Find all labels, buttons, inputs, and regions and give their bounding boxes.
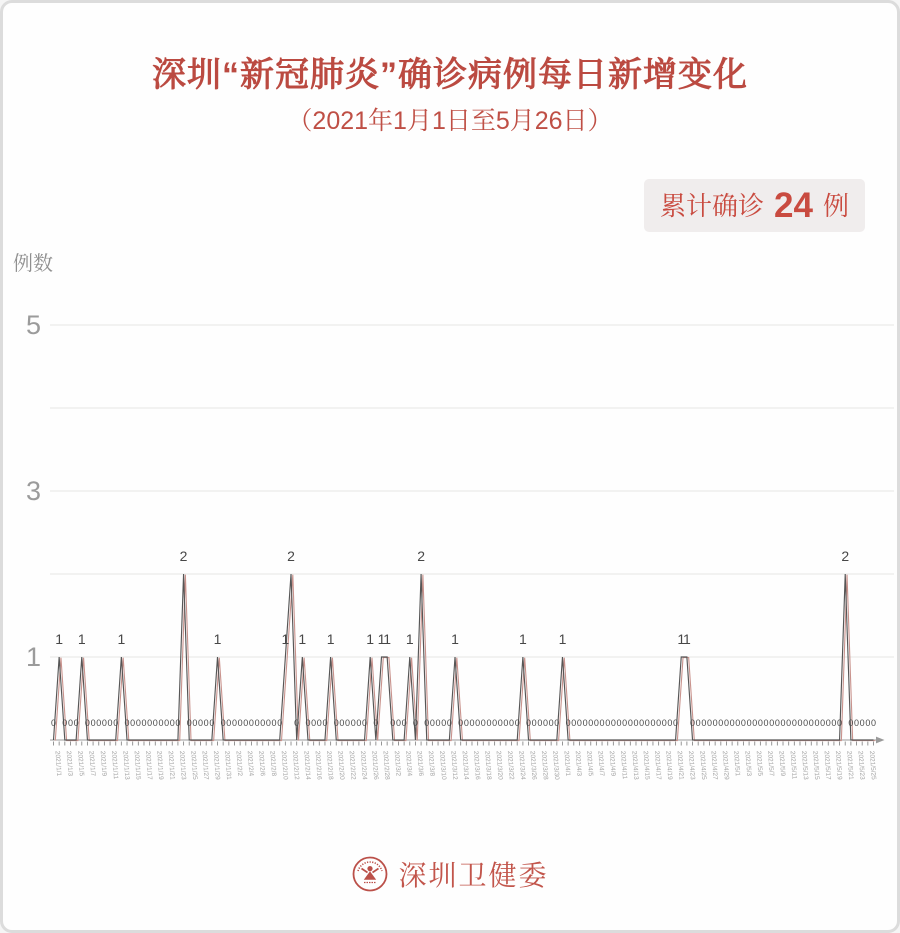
point-label: 0 [582,718,588,728]
point-label: 0 [220,718,226,728]
x-tick-label: 2021/4/23 [686,750,696,780]
x-tick-label: 2021/1/11 [110,750,120,780]
x-tick-label: 2021/2/8 [268,750,278,777]
x-tick-label: 2021/1/3 [64,750,74,777]
x-tick-label: 2021/3/6 [415,750,425,777]
x-tick-label: 2021/2/20 [336,750,346,780]
point-label: 0 [322,718,328,728]
x-tick-label: 2021/5/21 [845,750,855,780]
point-label: 0 [350,718,356,728]
point-label: 0 [820,718,826,728]
point-label: 0 [673,718,679,728]
x-tick-label: 2021/1/17 [143,750,153,780]
cumulative-count: 24 [774,186,813,225]
point-label: 0 [870,718,877,728]
point-label: 0 [701,718,707,728]
point-label: 0 [763,718,769,728]
x-tick-label: 2021/5/15 [811,750,821,780]
point-label: 0 [622,718,628,728]
x-tick-label: 2021/2/10 [279,750,289,780]
point-label: 0 [808,718,814,728]
x-tick-label: 2021/3/16 [471,750,481,780]
point-label: 0 [231,718,237,728]
point-label: 0 [718,718,724,728]
point-label: 1 [682,631,691,647]
x-tick-label: 2021/1/9 [98,750,108,777]
x-tick-label: 2021/5/23 [856,750,866,780]
x-tick-label: 2021/2/26 [370,750,380,780]
point-label: 0 [848,718,854,728]
x-tick-label: 2021/1/25 [189,750,199,780]
point-label: 0 [661,718,667,728]
page-subtitle: （2021年1月1日至5月26日） [287,107,613,135]
point-label: 0 [107,718,113,728]
x-tick-label: 2021/1/1 [53,750,63,777]
x-tick-label: 2021/2/6 [257,750,266,777]
point-label: 0 [198,718,204,728]
point-label: 0 [124,718,130,728]
point-label: 0 [135,718,141,728]
point-label: 1 [558,631,567,647]
point-label: 0 [576,718,582,728]
x-tick-label: 2021/5/1 [732,750,741,777]
point-label: 0 [209,718,215,728]
point-label: 2 [417,548,425,564]
point-label: 0 [605,718,611,728]
x-axis-arrow [876,737,885,744]
x-tick-label: 2021/3/26 [528,750,538,780]
x-tick-label: 2021/4/19 [664,750,674,780]
x-tick-label: 2021/4/17 [652,750,662,780]
x-tick-label: 2021/5/13 [799,750,809,780]
point-label: 0 [531,718,537,728]
point-label: 0 [695,718,701,728]
point-label: 0 [509,718,515,728]
point-label: 0 [164,718,170,728]
x-tick-label: 2021/1/19 [155,750,165,780]
y-tick-label-3: 3 [25,476,41,506]
point-label: 0 [480,718,486,728]
point-label: 0 [854,718,860,728]
point-label: 0 [825,718,831,728]
x-tick-label: 2021/4/27 [709,750,719,780]
x-tick-label: 2021/2/4 [245,750,255,777]
point-label: 0 [243,718,249,728]
x-tick-label: 2021/2/22 [347,750,357,780]
point-label: 1 [518,631,527,647]
point-label: 0 [780,718,786,728]
x-tick-label: 2021/1/7 [87,750,97,777]
point-label: 0 [593,718,599,728]
point-label: 2 [179,548,188,564]
point-label: 0 [101,718,107,728]
point-label: 0 [588,718,594,728]
x-tick-label: 2021/2/24 [358,750,368,780]
point-label: 0 [50,718,57,728]
x-tick-label: 2021/5/7 [766,750,775,777]
x-tick-label: 2021/3/14 [460,750,470,780]
point-label: 1 [405,631,414,647]
x-tick-label: 2021/3/28 [539,750,549,780]
x-tick-label: 2021/5/25 [867,750,877,780]
point-label: 0 [752,718,758,728]
point-label: 0 [729,718,735,728]
point-label: 0 [401,718,407,728]
x-tick-labels [54,751,877,781]
point-label: 0 [837,718,843,728]
footer-brand-name: 深圳卫健委 [398,860,549,891]
x-tick-label: 2021/4/9 [607,750,617,777]
point-label: 0 [113,718,119,728]
point-label: 0 [712,718,718,728]
x-tick-label: 2021/2/2 [234,750,244,777]
point-label: 0 [345,718,351,728]
x-tick-label: 2021/4/13 [630,750,640,780]
point-label: 0 [740,718,746,728]
point-label: 0 [203,718,209,728]
x-tick-label: 2021/1/21 [166,750,176,780]
point-label: 0 [803,718,809,728]
x-tick-label: 2021/3/10 [438,750,448,780]
point-label: 0 [192,718,198,728]
x-tick-label: 2021/1/13 [121,750,131,780]
point-label: 0 [463,718,469,728]
point-label: 0 [362,718,368,728]
point-label: 1 [677,631,686,647]
point-label: 0 [486,718,492,728]
point-label: 0 [175,718,181,728]
point-label: 0 [644,718,650,728]
x-tick-label: 2021/5/5 [754,750,764,777]
point-label: 0 [429,718,435,728]
x-tick-label: 2021/4/5 [585,750,594,777]
point-label: 1 [55,631,64,647]
point-label: 0 [158,718,164,728]
x-tick-label: 2021/4/15 [641,750,651,780]
point-label: 0 [554,718,560,728]
point-label: 2 [841,548,850,564]
point-label: 0 [339,718,345,728]
point-label: 0 [548,718,554,728]
point-label: 1 [298,631,307,647]
point-label: 2 [287,548,295,564]
point-label: 0 [475,718,481,728]
point-label: 0 [271,718,277,728]
point-label: 0 [305,718,311,728]
point-label: 0 [265,718,271,728]
point-label: 0 [333,718,339,728]
point-label: 0 [373,718,379,728]
point-label: 0 [814,718,820,728]
point-label: 0 [147,718,153,728]
x-tick-label: 2021/1/31 [223,750,233,780]
point-label: 0 [723,718,729,728]
x-tick-label: 2021/5/11 [788,750,798,780]
point-label: 0 [226,718,232,728]
point-label: 0 [294,718,300,728]
x-tick-label: 2021/2/18 [324,750,334,780]
point-label: 0 [571,718,577,728]
point-label: 0 [260,718,266,728]
point-label: 0 [469,718,475,728]
point-label: 0 [458,718,464,728]
point-label: 0 [831,718,837,728]
point-label: 0 [503,718,509,728]
x-tick-label: 2021/4/1 [562,750,572,777]
point-label: 0 [639,718,645,728]
point-label: 0 [865,718,871,728]
x-tick-label: 2021/5/19 [833,750,843,780]
point-label: 0 [791,718,797,728]
x-tick-label: 2021/1/15 [132,750,142,780]
point-label: 0 [62,718,68,728]
point-label: 0 [84,718,90,728]
point-label: 0 [248,718,254,728]
point-label: 0 [435,718,441,728]
footer [3,854,897,894]
point-label: 0 [395,718,401,728]
daily-new-cases-chart [3,3,897,930]
x-tick-label: 2021/3/4 [404,750,413,777]
point-label: 1 [451,631,459,647]
point-label: 1 [383,631,392,647]
point-label: 0 [757,718,763,728]
point-label: 0 [526,718,532,728]
point-label: 1 [366,631,375,647]
point-label: 0 [67,718,73,728]
point-label: 0 [650,718,656,728]
y-tick-label-5: 5 [25,310,41,340]
point-label: 0 [73,718,79,728]
x-tick-label: 2021/4/29 [720,750,730,780]
x-tick-label: 2021/1/27 [200,750,210,780]
point-label: 0 [96,718,102,728]
x-tick-label: 2021/1/5 [76,750,85,777]
point-label: 0 [627,718,633,728]
point-label: 1 [77,631,86,647]
point-label: 0 [616,718,622,728]
point-label: 0 [769,718,775,728]
point-label: 0 [311,718,317,728]
x-tick-label: 2021/3/24 [517,750,527,780]
point-label: 0 [412,718,418,728]
point-label: 1 [213,631,222,647]
x-tick-label: 2021/4/21 [675,750,685,780]
x-tick-label: 2021/2/12 [291,750,301,780]
point-label: 0 [786,718,792,728]
x-tick-label: 2021/3/30 [551,750,561,780]
point-label: 0 [186,718,192,728]
point-label: 0 [656,718,662,728]
x-tick-label: 2021/1/29 [211,750,221,780]
x-tick-label: 2021/3/8 [426,750,436,777]
badge-suffix-label: 例 [822,191,849,221]
point-label: 0 [610,718,616,728]
point-label: 0 [774,718,780,728]
point-label: 0 [537,718,543,728]
x-tick-label: 2021/3/22 [505,750,515,780]
point-label: 0 [565,718,571,728]
point-label: 0 [390,718,396,728]
point-label: 0 [441,718,447,728]
y-gridlines [50,325,894,657]
x-tick-label: 2021/3/2 [392,750,402,777]
point-label: 0 [859,718,865,728]
point-label: 0 [254,718,260,728]
point-label: 0 [497,718,503,728]
x-tick-label: 2021/2/14 [302,750,312,780]
point-label: 0 [356,718,362,728]
health-commission-seal-icon [351,855,389,893]
x-tick-label: 2021/2/16 [313,750,323,780]
point-label: 0 [90,718,96,728]
point-label: 0 [152,718,158,728]
x-tick-label: 2021/4/11 [619,750,628,780]
point-label: 0 [169,718,175,728]
point-label: 0 [237,718,243,728]
x-tick-label: 2021/4/7 [596,750,606,777]
x-tick-label: 2021/5/3 [743,750,753,777]
point-label: 0 [633,718,639,728]
x-tick-label: 2021/3/20 [494,750,504,780]
point-label: 0 [424,718,430,728]
point-labels [51,548,876,728]
x-tick-label: 2021/5/17 [822,750,832,780]
x-tick-label: 2021/3/18 [483,750,493,780]
point-label: 0 [746,718,752,728]
point-label: 0 [446,718,452,728]
y-tick-label-1: 1 [25,642,41,672]
point-label: 0 [667,718,673,728]
x-tick-label: 2021/1/23 [177,750,187,780]
point-label: 1 [326,631,335,647]
badge-prefix-label: 累计确诊 [660,191,765,221]
x-tick-label: 2021/4/25 [698,750,708,780]
x-tick-label: 2021/3/12 [449,750,459,780]
point-label: 0 [542,718,549,728]
x-tick-label: 2021/5/9 [777,750,787,777]
point-label: 0 [797,718,803,728]
point-label: 0 [316,718,322,728]
point-label: 0 [514,718,520,728]
line-chart-canvas [3,3,900,933]
x-tick-label: 2021/2/28 [381,750,391,780]
x-tick-label: 2021/4/3 [573,750,583,777]
point-label: 1 [117,631,126,647]
point-label: 0 [735,718,741,728]
page-title: 深圳“新冠肺炎”确诊病例每日新增变化 [152,56,748,94]
point-label: 0 [492,718,498,728]
y-tick-labels [26,310,41,672]
point-label: 0 [599,718,605,728]
point-label: 1 [377,631,386,647]
point-label: 0 [706,718,713,728]
point-label: 1 [281,631,290,647]
point-label: 0 [277,718,283,728]
y-axis-title: 例数 [13,253,53,275]
point-label: 0 [130,718,136,728]
point-label: 0 [141,718,147,728]
point-label: 0 [690,718,696,728]
